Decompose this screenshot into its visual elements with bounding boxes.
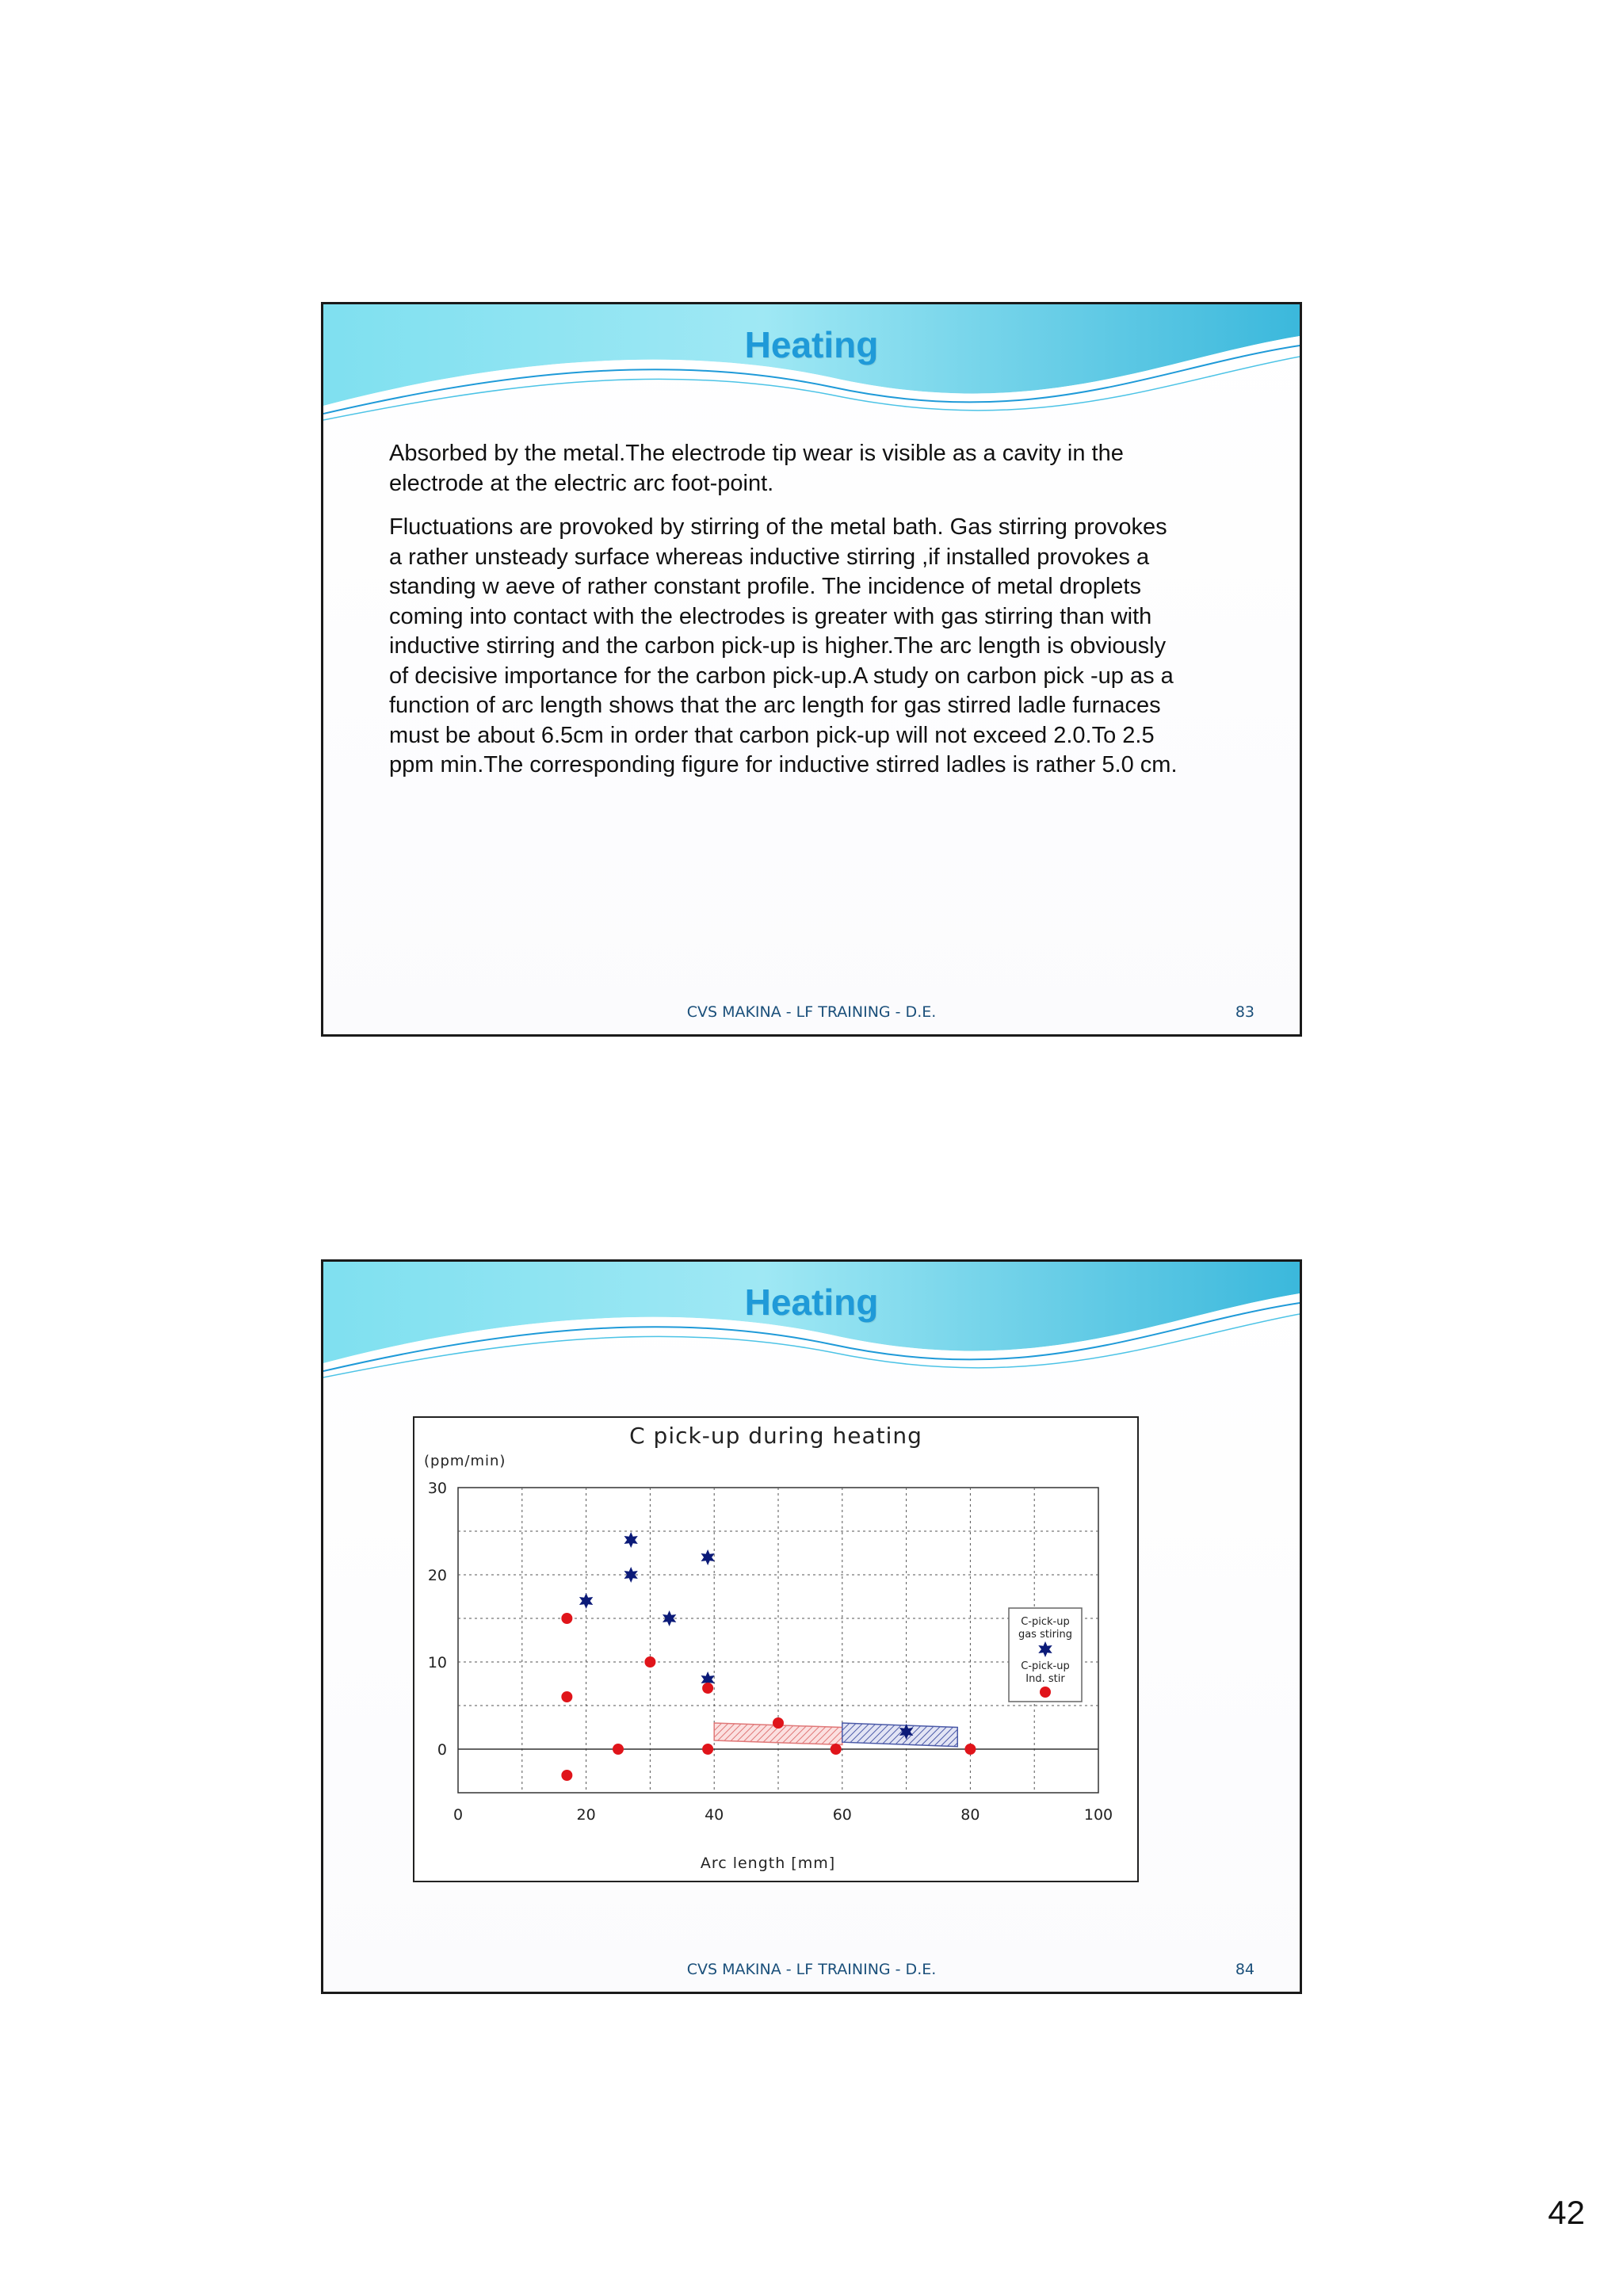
slide-title: Heating xyxy=(744,324,879,365)
data-point-ind-stir xyxy=(831,1744,842,1755)
slide-title: Heating xyxy=(744,1282,879,1323)
y-tick-label: 20 xyxy=(427,1567,447,1584)
legend-marker-circle xyxy=(1040,1687,1051,1698)
footer-text: CVS MAKINA - LF TRAINING - D.E. xyxy=(686,1003,937,1021)
chart-title: C pick-up during heating xyxy=(629,1423,922,1449)
x-tick-label: 40 xyxy=(705,1806,724,1824)
legend-label-gas-stiring: C-pick-up xyxy=(1021,1616,1070,1628)
data-point-ind-stir xyxy=(773,1717,784,1729)
x-tick-label: 100 xyxy=(1083,1806,1113,1824)
y-tick-label: 0 xyxy=(437,1741,447,1759)
data-point-ind-stir xyxy=(702,1744,713,1755)
paragraph-1: Absorbed by the metal.The electrode tip wear is visible as a cavity in the electrode at the electric arc foot-point. xyxy=(389,441,1124,496)
slide-number: 84 xyxy=(1235,1961,1254,1978)
chart-grid xyxy=(458,1488,1098,1793)
x-tick-label: 80 xyxy=(960,1806,980,1824)
slide-footer xyxy=(323,1003,1300,1024)
page-number: 42 xyxy=(1548,2194,1585,2231)
paragraph-2: Fluctuations are provoked by stirring of the metal bath. Gas stirring provokes a rather unsteady surface whereas inductive stirring ,if installed provokes a standing w aeve of rather constant profile. The incidence of metal droplets coming into contact with the electrodes is greater with gas stirring than with inductive stirring and the carbon pick-up is higher.The arc length is obviously of decisive importance for the carbon pick-up.A study on carbon pick -up as a function of arc length shows that the arc length for gas stirred ladle furnaces must be about 6.5cm in order that carbon pick-up will not exceed 2.0.To 2.5 ppm min.The corresponding figure for inductive stirred ladles is rather 5.0 cm. xyxy=(389,514,1178,777)
legend-label-ind-stir: C-pick-up xyxy=(1021,1660,1070,1672)
slide-84 xyxy=(321,1259,1302,1994)
x-axis-label: Arc length [mm] xyxy=(700,1855,836,1872)
slide-number: 83 xyxy=(1235,1003,1254,1021)
x-tick-label: 60 xyxy=(832,1806,852,1824)
chart-legend xyxy=(1009,1608,1082,1702)
x-tick-label: 20 xyxy=(576,1806,596,1824)
y-tick-label: 10 xyxy=(427,1654,447,1671)
data-point-ind-stir xyxy=(561,1613,572,1624)
data-point-ind-stir xyxy=(644,1656,655,1668)
x-tick-label: 0 xyxy=(453,1806,464,1824)
data-point-ind-stir xyxy=(702,1683,713,1694)
slide-body xyxy=(389,439,1182,795)
data-point-ind-stir xyxy=(561,1691,572,1702)
y-tick-label: 30 xyxy=(427,1480,447,1497)
footer-text: CVS MAKINA - LF TRAINING - D.E. xyxy=(686,1961,937,1978)
data-point-ind-stir xyxy=(561,1770,572,1781)
data-point-ind-stir xyxy=(964,1744,976,1755)
legend-label-ind-stir-2: Ind. stir xyxy=(1025,1673,1065,1685)
trend-band xyxy=(842,1723,957,1747)
legend-label-gas-stiring-2: gas stiring xyxy=(1018,1629,1073,1641)
y-axis-label: (ppm/min) xyxy=(424,1453,506,1469)
chart-svg xyxy=(414,1418,1137,1881)
chart xyxy=(413,1416,1139,1882)
data-point-ind-stir xyxy=(613,1744,624,1755)
slide-footer xyxy=(323,1961,1300,1981)
slide-83 xyxy=(321,302,1302,1037)
